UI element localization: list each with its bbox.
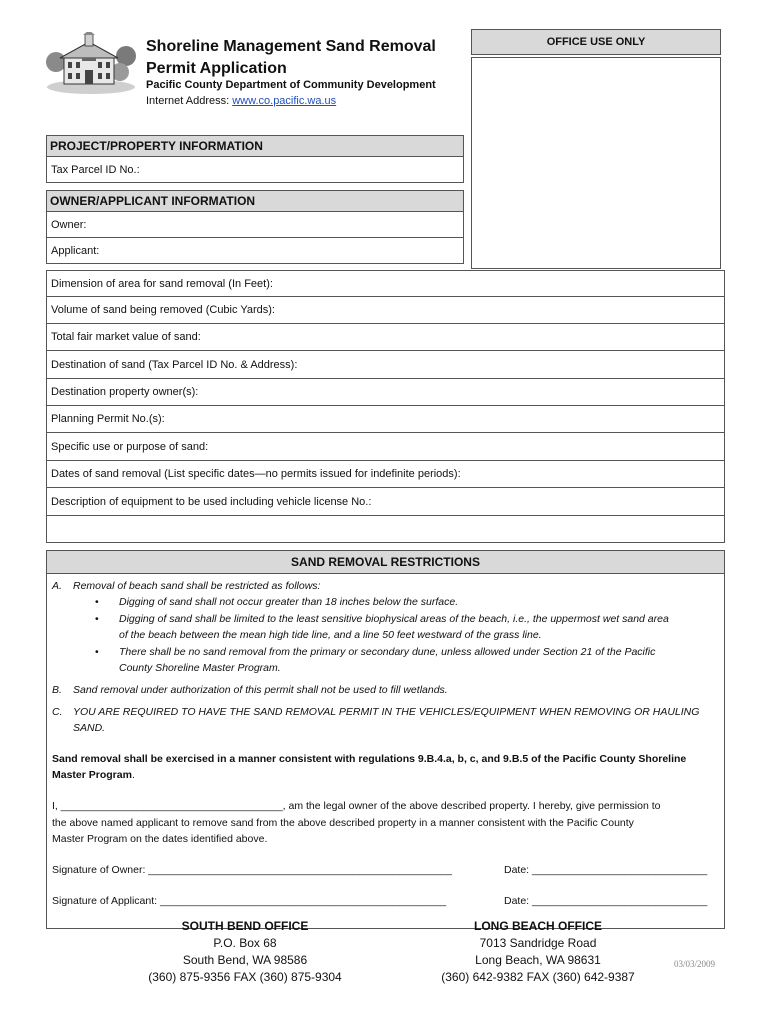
title-line-1: Shoreline Management Sand Removal [146,38,436,55]
owner-heading: OWNER/APPLICANT INFORMATION [46,190,464,212]
field-destination[interactable]: Destination of sand (Tax Parcel ID No. & Address): [46,351,725,379]
restrictions-heading: SAND REMOVAL RESTRICTIONS [46,550,725,574]
consent-line-2: the above named applicant to remove sand from the above described property in a manner consistent with the Pacific County [52,817,634,829]
consent-line-3: Master Program on the dates identified above. [52,833,268,845]
field-planning-permit[interactable]: Planning Permit No.(s): [46,406,725,433]
restrictions-body [46,574,725,929]
south-bend-office [120,918,370,986]
regulations-text-cont [52,769,135,781]
south-bend-address: P.O. Box 68 [213,936,277,950]
field-market-value[interactable]: Total fair market value of sand: [46,324,725,351]
consent-line-1: I, ______________________________________, am the legal owner of the above described property. I hereby, give permission to [52,800,661,812]
item-c-text-cont: SAND. [73,722,106,734]
internet-label: Internet Address: [146,95,230,107]
bullet-1: Digging of sand shall not occur greater than 18 inches below the surface. [119,596,459,608]
field-equipment[interactable]: Description of equipment to be used including vehicle license No.: [46,488,725,516]
page-title [146,36,466,80]
bullet-3-cont: County Shoreline Master Program. [119,662,281,674]
long-beach-phone: (360) 642-9382 FAX (360) 642-9387 [441,970,635,984]
south-bend-city: South Bend, WA 98586 [182,953,308,967]
south-bend-name: SOUTH BEND OFFICE [181,919,309,933]
field-dimension[interactable]: Dimension of area for sand removal (In Feet): [46,271,725,297]
field-equipment-answer[interactable] [46,516,725,543]
project-section [46,135,464,183]
item-b-letter: B. [52,684,62,696]
sand-details-table [46,270,725,543]
office-use-heading: OFFICE USE ONLY [471,29,721,55]
field-volume[interactable]: Volume of sand being removed (Cubic Yards): [46,297,725,324]
long-beach-office [413,918,663,986]
item-a-text: Removal of beach sand shall be restricted as follows: [73,580,321,592]
bullet-2-cont: of the beach between the mean high tide line, and a line 50 feet westward of the grass line. [119,629,542,641]
regulations-period: . [131,769,135,781]
regulations-program: Master Program [52,769,132,781]
bullet-dot: • [95,596,99,608]
owner-field[interactable]: Owner: [46,212,464,238]
applicant-field[interactable]: Applicant: [46,238,464,264]
form-date: 03/03/2009 [674,959,716,969]
field-dates[interactable]: Dates of sand removal (List specific dates—no permits issued for indefinite periods): [46,461,725,488]
bullet-3: There shall be no sand removal from the primary or secondary dune, unless allowed under Section 21 of the Pacific [119,646,656,658]
south-bend-phone: (360) 875-9356 FAX (360) 875-9304 [148,970,342,984]
field-destination-owner[interactable]: Destination property owner(s): [46,379,725,406]
tax-parcel-field[interactable]: Tax Parcel ID No.: [46,157,464,183]
county-courthouse-logo [46,32,136,94]
owner-date-line[interactable]: Date: ______________________________ [504,864,708,876]
applicant-signature-line[interactable]: Signature of Applicant: _________________________________________________ [52,895,447,907]
long-beach-address: 7013 Sandridge Road [479,936,597,950]
owner-signature-line[interactable]: Signature of Owner: ____________________________________________________ [52,864,452,876]
item-c-letter: C. [52,706,63,718]
bullet-2: Digging of sand shall be limited to the least sensitive biophysical areas of the beach, i.e., the uppermost wet sand area [119,613,669,625]
item-a-letter: A. [52,580,62,592]
internet-address [146,95,336,107]
regulations-text: Sand removal shall be exercised in a manner consistent with regulations 9.B.4.a, b, c, and 9.B.5 of the Pacific County Shoreline [52,753,687,765]
website-link[interactable]: www.co.pacific.wa.us [232,95,337,107]
field-specific-use[interactable]: Specific use or purpose of sand: [46,433,725,461]
long-beach-city: Long Beach, WA 98631 [475,953,601,967]
restrictions-section [46,550,725,929]
item-b-text: Sand removal under authorization of this permit shall not be used to fill wetlands. [73,684,448,696]
title-line-2: Permit Application [146,60,287,77]
owner-section [46,190,464,264]
item-c-text: YOU ARE REQUIRED TO HAVE THE SAND REMOVAL PERMIT IN THE VEHICLES/EQUIPMENT WHEN REMOVING OR HAULING [73,706,700,718]
bullet-dot: • [95,646,99,658]
department-name: Pacific County Department of Community Development [146,79,436,91]
project-heading: PROJECT/PROPERTY INFORMATION [46,135,464,157]
long-beach-name: LONG BEACH OFFICE [474,919,602,933]
bullet-dot: • [95,613,99,625]
office-use-box [471,57,721,269]
applicant-date-line[interactable]: Date: ______________________________ [504,895,708,907]
